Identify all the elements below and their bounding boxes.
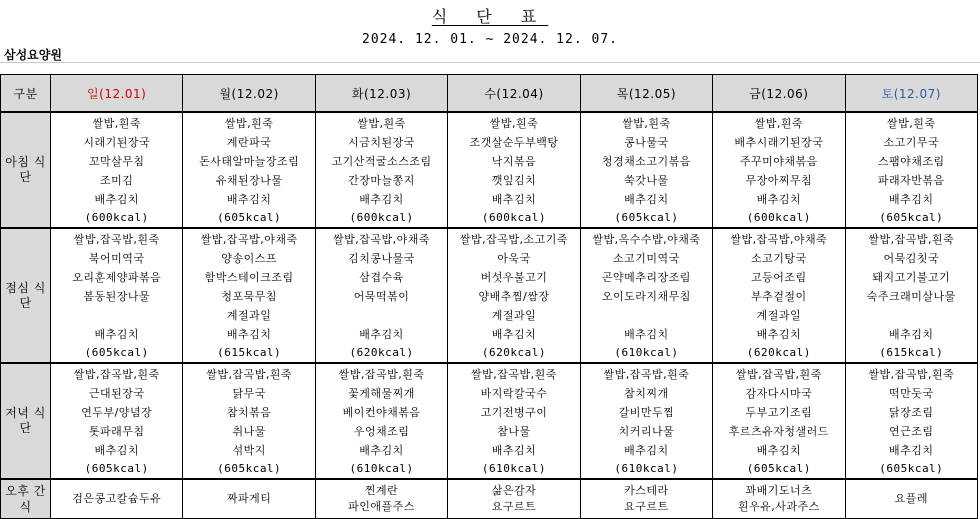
menu-row <box>1 286 978 305</box>
dish-cell: 오이도라지채무침 <box>580 286 712 305</box>
snack-item: 흰우유,사과주스 <box>737 500 820 513</box>
snack-item: 요구르트 <box>624 500 669 513</box>
dish-cell: 쌀밥,흰죽 <box>845 112 977 132</box>
dish-cell: 배추김치 <box>580 324 712 343</box>
snack-item: 찐계란 <box>364 484 399 497</box>
snack-cell <box>183 479 315 519</box>
menu-row <box>1 267 978 286</box>
snack-row <box>1 479 978 519</box>
dish-cell: 부추겉절이 <box>713 286 845 305</box>
calorie-cell: (610kcal) <box>448 459 580 479</box>
dish-cell: 배추김치 <box>51 324 183 343</box>
dish-cell: 쌀밥,흰죽 <box>713 112 845 132</box>
dish-cell: 배추김치 <box>845 189 977 208</box>
dish-cell: 유채된장나물 <box>183 170 315 189</box>
calorie-cell: (610kcal) <box>315 459 447 479</box>
dish-cell: 배추김치 <box>183 189 315 208</box>
snack-cell <box>845 479 977 519</box>
organization-name: 삼성요양원 <box>4 48 62 62</box>
dish-cell: 낙지볶음 <box>448 151 580 170</box>
dish-cell: 주꾸미야채볶음 <box>713 151 845 170</box>
day-header: 화(12.03) <box>315 75 447 113</box>
dish-cell: 배추시래기된장국 <box>713 132 845 151</box>
dish-cell: 우엉채조림 <box>315 421 447 440</box>
meal-label: 저녁 식단 <box>1 363 51 479</box>
menu-row <box>1 170 978 189</box>
dish-cell: 조갯살순두부백탕 <box>448 132 580 151</box>
calorie-cell: (600kcal) <box>315 208 447 228</box>
calorie-cell: (600kcal) <box>448 208 580 228</box>
dish-cell: 배추김치 <box>51 440 183 459</box>
dish-cell: 배추김치 <box>315 440 447 459</box>
dish-cell: 두부고기조림 <box>713 402 845 421</box>
dish-cell: 고기산적굴소스조림 <box>315 151 447 170</box>
dish-cell: 쌀밥,흰죽 <box>580 112 712 132</box>
dish-cell: 시래기된장국 <box>51 132 183 151</box>
menu-row <box>1 383 978 402</box>
day-header: 수(12.04) <box>448 75 580 113</box>
snack-cell <box>51 479 183 519</box>
menu-row <box>1 459 978 479</box>
dish-cell: 양송이스프 <box>183 248 315 267</box>
dish-cell <box>51 305 183 324</box>
dish-cell: 꽃게해물찌개 <box>315 383 447 402</box>
dish-cell: 시금치된장국 <box>315 132 447 151</box>
snack-item: 요플레 <box>894 492 928 505</box>
dish-cell: 꼬막살무침 <box>51 151 183 170</box>
dish-cell: 어묵김칫국 <box>845 248 977 267</box>
menu-row <box>1 421 978 440</box>
dish-cell: 쌀밥,잡곡밥,흰죽 <box>580 363 712 383</box>
dish-cell <box>315 305 447 324</box>
snack-item: 삶은감자 <box>491 484 537 497</box>
dish-cell: 쌀밥,흰죽 <box>183 112 315 132</box>
dish-cell: 쑥갓나물 <box>580 170 712 189</box>
calorie-cell: (600kcal) <box>51 208 183 228</box>
dish-cell: 배추김치 <box>51 189 183 208</box>
dish-cell: 쌀밥,잡곡밥,흰죽 <box>183 363 315 383</box>
dish-cell: 치커리나물 <box>580 421 712 440</box>
dish-cell: 바지락칼국수 <box>448 383 580 402</box>
dish-cell: 삼겹수육 <box>315 267 447 286</box>
dish-cell: 양배추찜/쌈장 <box>448 286 580 305</box>
dish-cell: 오리훈제양파볶음 <box>51 267 183 286</box>
dish-cell <box>845 305 977 324</box>
dish-cell: 베이컨야채볶음 <box>315 402 447 421</box>
dish-cell: 톳파래무침 <box>51 421 183 440</box>
day-header: 토(12.07) <box>845 75 977 113</box>
dish-cell: 쌀밥,잡곡밥,흰죽 <box>845 363 977 383</box>
dish-cell: 갈비만두찜 <box>580 402 712 421</box>
menu-row <box>1 132 978 151</box>
menu-row <box>1 112 978 132</box>
dish-cell: 쌀밥,잡곡밥,흰죽 <box>315 363 447 383</box>
menu-row <box>1 151 978 170</box>
dish-cell: 배추김치 <box>448 324 580 343</box>
dish-cell <box>580 305 712 324</box>
calorie-cell: (605kcal) <box>845 459 977 479</box>
divider <box>0 62 980 63</box>
dish-cell: 감자다시마국 <box>713 383 845 402</box>
calorie-cell: (605kcal) <box>51 459 183 479</box>
dish-cell: 배추김치 <box>713 324 845 343</box>
dish-cell: 계란파국 <box>183 132 315 151</box>
calorie-cell: (605kcal) <box>845 208 977 228</box>
snack-cell <box>315 479 447 519</box>
dish-cell: 쌀밥,잡곡밥,흰죽 <box>713 363 845 383</box>
dish-cell: 버섯우불고기 <box>448 267 580 286</box>
menu-row <box>1 402 978 421</box>
dish-cell: 참나물 <box>448 421 580 440</box>
dish-cell: 봄동된장나물 <box>51 286 183 305</box>
dish-cell: 소고기탕국 <box>713 248 845 267</box>
snack-cell <box>448 479 580 519</box>
dish-cell: 고등어조림 <box>713 267 845 286</box>
dish-cell: 배추김치 <box>183 324 315 343</box>
menu-row <box>1 305 978 324</box>
calorie-cell: (615kcal) <box>183 343 315 363</box>
dish-cell: 아욱국 <box>448 248 580 267</box>
dish-cell: 쌀밥,잡곡밥,야채죽 <box>315 228 447 248</box>
date-range: 2024. 12. 01. ~ 2024. 12. 07. <box>362 32 618 47</box>
menu-row <box>1 363 978 383</box>
calorie-cell: (610kcal) <box>580 343 712 363</box>
dish-cell: 스팸야채조림 <box>845 151 977 170</box>
dish-cell: 돼지고기불고기 <box>845 267 977 286</box>
dish-cell: 숙주크래미살나물 <box>845 286 977 305</box>
page-title: 식 단 표 <box>431 7 549 26</box>
dish-cell: 계절과일 <box>713 305 845 324</box>
dish-cell: 청경채소고기볶음 <box>580 151 712 170</box>
snack-item: 파인애플주스 <box>348 500 415 513</box>
dish-cell: 배추김치 <box>713 189 845 208</box>
dish-cell: 배추김치 <box>845 440 977 459</box>
day-header: 일(12.01) <box>51 75 183 113</box>
dish-cell: 쌀밥,잡곡밥,흰죽 <box>845 228 977 248</box>
dish-cell: 쌀밥,잡곡밥,야채죽 <box>183 228 315 248</box>
dish-cell: 쌀밥,흰죽 <box>315 112 447 132</box>
dish-cell: 후르츠유자청샐러드 <box>713 421 845 440</box>
dish-cell: 닭장조림 <box>845 402 977 421</box>
calorie-cell: (615kcal) <box>845 343 977 363</box>
snack-cell <box>713 479 845 519</box>
snack-item: 요구르트 <box>491 500 537 513</box>
dish-cell: 파래자반볶음 <box>845 170 977 189</box>
dish-cell: 닭무국 <box>183 383 315 402</box>
menu-row <box>1 440 978 459</box>
menu-row <box>1 343 978 363</box>
dish-cell: 쌀밥,흰죽 <box>51 112 183 132</box>
menu-row <box>1 189 978 208</box>
calorie-cell: (605kcal) <box>183 459 315 479</box>
dish-cell: 쌀밥,잡곡밥,흰죽 <box>51 228 183 248</box>
dish-cell: 소고기무국 <box>845 132 977 151</box>
dish-cell: 배추김치 <box>315 189 447 208</box>
weekly-menu-table <box>0 74 978 519</box>
calorie-cell: (605kcal) <box>713 459 845 479</box>
dish-cell: 간장마늘쫑지 <box>315 170 447 189</box>
calorie-cell: (610kcal) <box>580 459 712 479</box>
dish-cell: 계절과일 <box>448 305 580 324</box>
dish-cell: 연근조림 <box>845 421 977 440</box>
dish-cell: 함박스테이크조림 <box>183 267 315 286</box>
snack-item: 검은콩고칼슘두유 <box>72 492 162 505</box>
dish-cell: 소고기미역국 <box>580 248 712 267</box>
dish-cell: 연두부/양념장 <box>51 402 183 421</box>
dish-cell: 참치찌개 <box>580 383 712 402</box>
dish-cell: 배추김치 <box>580 189 712 208</box>
header-row <box>1 75 978 113</box>
dish-cell: 쌀밥,잡곡밥,소고기죽 <box>448 228 580 248</box>
dish-cell: 돈사태알마늘장조림 <box>183 151 315 170</box>
dish-cell: 계절과일 <box>183 305 315 324</box>
meal-label: 오후 간식 <box>1 479 51 519</box>
day-header: 목(12.05) <box>580 75 712 113</box>
dish-cell: 떡만둣국 <box>845 383 977 402</box>
day-header: 월(12.02) <box>183 75 315 113</box>
category-header: 구분 <box>1 75 51 113</box>
dish-cell: 배추김치 <box>845 324 977 343</box>
dish-cell: 쌀밥,흰죽 <box>448 112 580 132</box>
dish-cell: 쌀밥,잡곡밥,야채죽 <box>713 228 845 248</box>
dish-cell: 콩나물국 <box>580 132 712 151</box>
dish-cell: 곤약메추리장조림 <box>580 267 712 286</box>
dish-cell: 고기전병구이 <box>448 402 580 421</box>
menu-row <box>1 208 978 228</box>
dish-cell: 쌀밥,잡곡밥,흰죽 <box>51 363 183 383</box>
menu-row <box>1 324 978 343</box>
dish-cell: 무장아찌무침 <box>713 170 845 189</box>
calorie-cell: (605kcal) <box>183 208 315 228</box>
dish-cell: 배추김치 <box>448 189 580 208</box>
snack-cell <box>580 479 712 519</box>
dish-cell: 김치콩나물국 <box>315 248 447 267</box>
dish-cell: 근대된장국 <box>51 383 183 402</box>
menu-row <box>1 248 978 267</box>
calorie-cell: (620kcal) <box>713 343 845 363</box>
dish-cell: 깻잎김치 <box>448 170 580 189</box>
snack-item: 카스테라 <box>624 484 669 497</box>
snack-item: 짜파게티 <box>226 492 272 505</box>
dish-cell: 배추김치 <box>713 440 845 459</box>
dish-cell: 조미김 <box>51 170 183 189</box>
meal-label: 아침 식단 <box>1 112 51 228</box>
dish-cell: 어묵떡볶이 <box>315 286 447 305</box>
dish-cell: 청포묵무침 <box>183 286 315 305</box>
dish-cell: 배추김치 <box>315 324 447 343</box>
calorie-cell: (620kcal) <box>315 343 447 363</box>
calorie-cell: (600kcal) <box>713 208 845 228</box>
dish-cell: 쌀밥,옥수수밥,야채죽 <box>580 228 712 248</box>
dish-cell: 섞박지 <box>183 440 315 459</box>
day-header: 금(12.06) <box>713 75 845 113</box>
meal-label: 점심 식단 <box>1 228 51 363</box>
dish-cell: 북어미역국 <box>51 248 183 267</box>
snack-item: 꽈배기도너츠 <box>745 484 813 497</box>
calorie-cell: (605kcal) <box>51 343 183 363</box>
dish-cell: 배추김치 <box>448 440 580 459</box>
calorie-cell: (620kcal) <box>448 343 580 363</box>
calorie-cell: (605kcal) <box>580 208 712 228</box>
dish-cell: 배추김치 <box>580 440 712 459</box>
dish-cell: 쌀밥,잡곡밥,흰죽 <box>448 363 580 383</box>
dish-cell: 취나물 <box>183 421 315 440</box>
dish-cell: 참치볶음 <box>183 402 315 421</box>
menu-row <box>1 228 978 248</box>
